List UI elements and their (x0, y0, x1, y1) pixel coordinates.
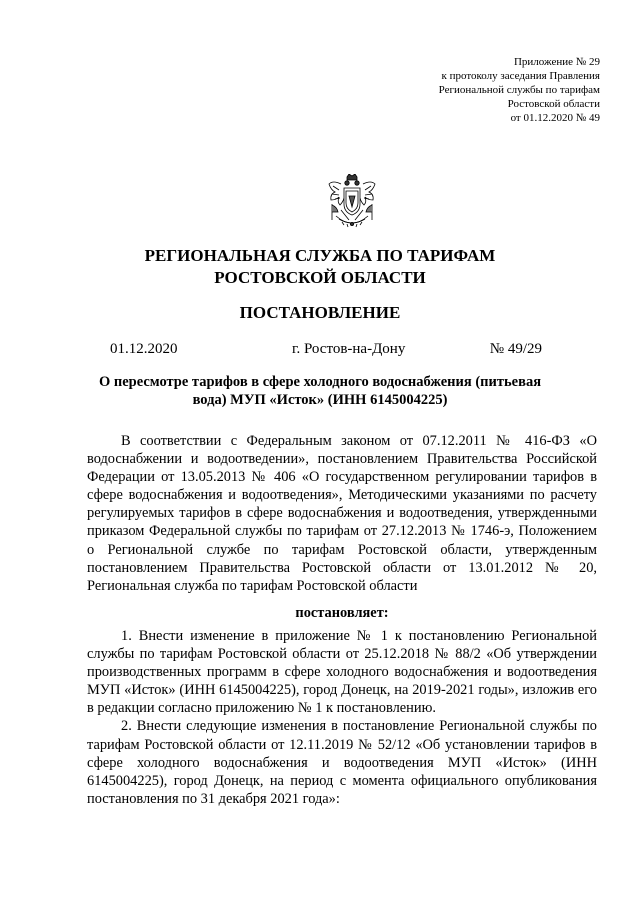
appendix-line: к протоколу заседания Правления (441, 70, 600, 82)
appendix-line: от 01.12.2020 № 49 (510, 112, 600, 124)
document-number: № 49/29 (489, 341, 542, 357)
document-type: ПОСТАНОВЛЕНИЕ (239, 303, 401, 322)
preamble-paragraph: В соответствии с Федеральным законом от 07.12.2011 № 416-ФЗ «О водоснабжении и водоотведении», постановлением Правительства Российской Федерации от 13.05.2013 № 406 «О государственном регулировании тарифов в сфере водоснабжения и водоотведения», Методическими указаниями по расчету регулируемых тарифов в сфере водоснабжения и водоотведения, утвержденными приказом Федеральной службы по тарифам от 27.12.2013 № 1746-э, Положением о Региональной службе по тарифам Ростовской области, утвержденным постановлением Правительства Ростовской области от 13.01.2012 № 20, Региональная служба по тарифам Ростовской области (87, 433, 597, 594)
appendix-line: Приложение № 29 (513, 56, 600, 68)
appendix-line: Ростовской области (507, 98, 600, 110)
document-subject: О пересмотре тарифов в сфере холодного водоснабжения (питьевая вода) МУП «Исток» (ИНН 6145004225) (98, 374, 542, 408)
agency-name-line1: РЕГИОНАЛЬНАЯ СЛУЖБА ПО ТАРИФАМ (144, 246, 496, 265)
item-paragraph-1: 1. Внести изменение в приложение № 1 к постановлению Региональной службы по тарифам Ростовской области от 25.12.2018 № 88/2 «Об утверждении производственных программ в сфере холодного водоснабжения и водоотведения МУП «Исток» (ИНН 6145004225), город Донецк, на 2019-2021 годы», изложив его в редакции согласно приложению № 1 к постановлению. (87, 627, 597, 717)
document-city: г. Ростов-на-Дону (292, 341, 406, 357)
item-paragraph-2: 2. Внести следующие изменения в постановление Региональной службы по тарифам Ростовской области от 12.11.2019 № 52/12 «Об установлении тарифов в сфере холодного водоснабжения и водоотведения МУП «Исток» (ИНН 6145004225), город Донецк, на период с момента официального опубликования постановления по 31 декабря 2021 года»: (87, 718, 597, 807)
appendix-line: Региональной службы по тарифам (438, 84, 600, 96)
decree-word: постановляет: (295, 604, 389, 621)
document-date: 01.12.2020 (110, 341, 178, 357)
coat-of-arms-icon (327, 174, 377, 232)
document-body (87, 432, 597, 808)
appendix-note (439, 55, 600, 125)
agency-name-line2: РОСТОВСКОЙ ОБЛАСТИ (214, 268, 426, 287)
